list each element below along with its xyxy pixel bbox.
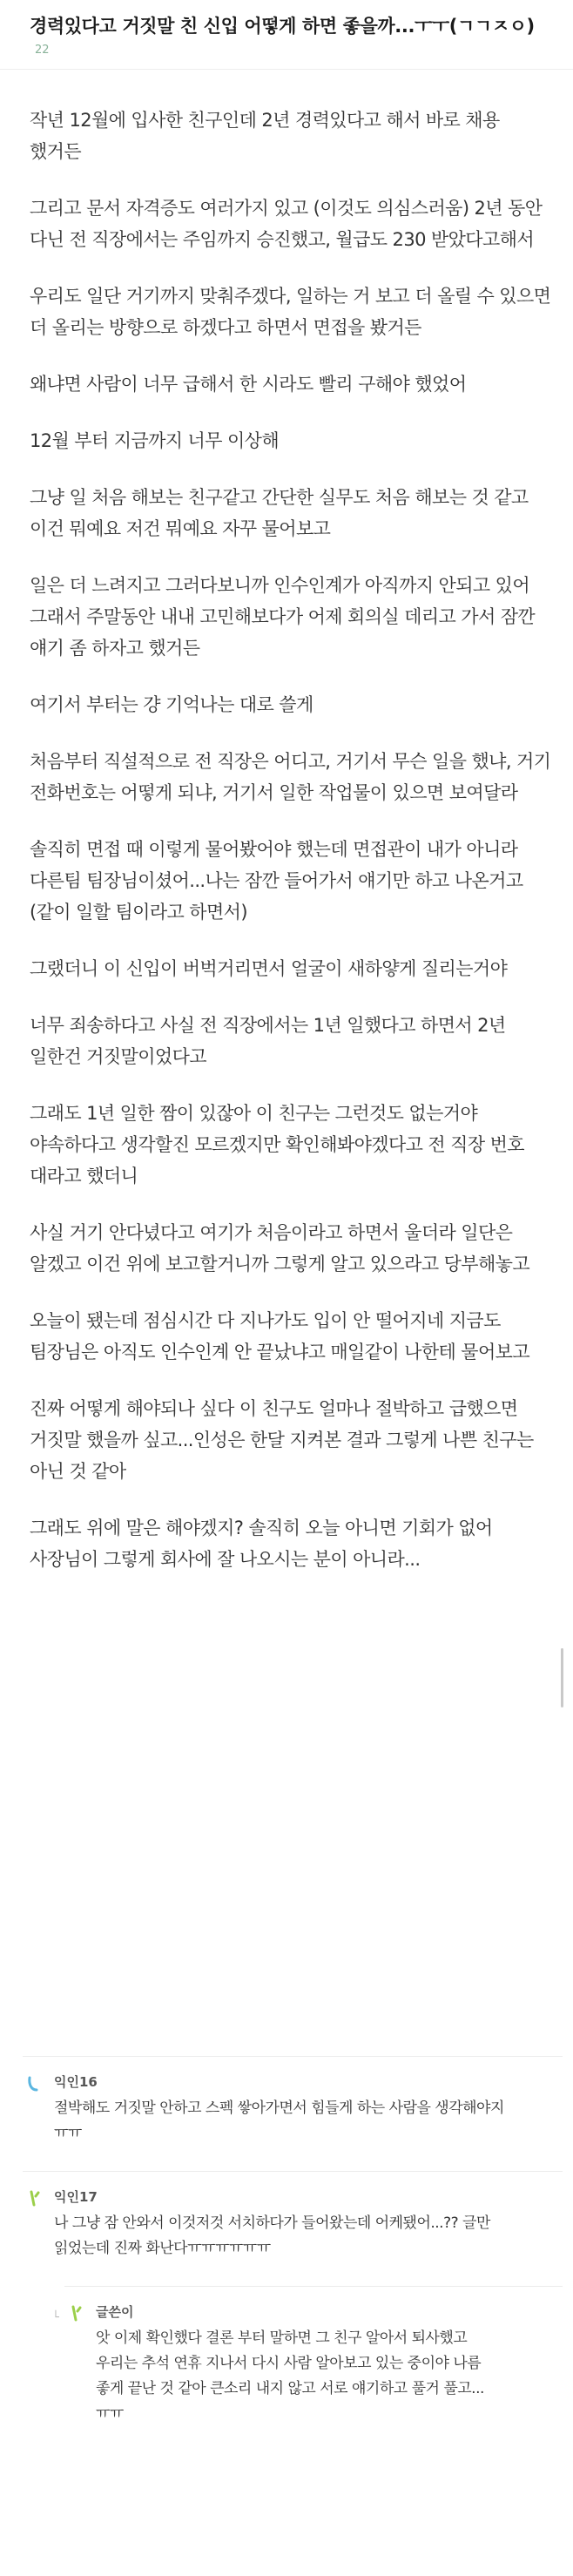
comment-text: 앗 이제 확인했다 결론 부터 말하면 그 친구 알아서 퇴사했고 우리는 추석 연휴 지나서 다시 사람 알아보고 있는 중이야 나름 좋게 끝난 것 같아 큰소리 내지 않고 서로 얘기하고 풀거 풀고...ㅠㅠ [96, 2329, 484, 2423]
comment-section [0, 2056, 573, 2444]
body-paragraph: 그래도 위에 말은 해야겠지? 솔직히 오늘 아니면 기회가 없어 사장님이 그렇게 회사에 잘 나오시는 분이 아니라... [30, 1518, 493, 1570]
body-paragraph: 일은 더 느려지고 그러다보니까 인수인계가 아직까지 안되고 있어 그래서 주말동안 내내 고민해보다가 어제 회의실 데리고 가서 잠깐 얘기 좀 하자고 했거든 [30, 575, 536, 659]
post-header [0, 0, 573, 70]
comment-author: 글쓴이 [96, 2304, 134, 2320]
body-paragraph: 너무 죄송하다고 사실 전 직장에서는 1년 일했다고 하면서 2년 일한건 거짓말이었다고 [30, 1015, 506, 1067]
comment-text: 절박해도 거짓말 안하고 스펙 쌓아가면서 힘들게 하는 사람을 생각해야지 ㅠㅠ [54, 2099, 504, 2142]
comment-item[interactable] [0, 2172, 573, 2286]
body-paragraph: 작년 12월에 입사한 친구인데 2년 경력있다고 해서 바로 채용 했거든 [30, 110, 500, 162]
post-title: 경력있다고 거짓말 친 신입 어떻게 하면 좋을까...ㅜㅜ(ㄱㄱㅈㅇ) [30, 16, 535, 37]
body-paragraph: 오늘이 됐는데 점심시간 다 지나가도 입이 안 떨어지네 지금도 팀장님은 아직도 인수인계 안 끝났냐고 매일같이 나한테 물어보고 [30, 1310, 530, 1362]
comment-author: 익인16 [54, 2074, 98, 2090]
body-paragraph: 사실 거기 안다녔다고 여기가 처음이라고 하면서 울더라 일단은 알겠고 이건 위에 보고할거니까 그렇게 알고 있으라고 당부해놓고 [30, 1222, 530, 1274]
body-paragraph: 왜냐면 사람이 너무 급해서 한 시라도 빨리 구해야 했었어 [30, 374, 467, 395]
body-paragraph: 진짜 어떻게 해야되나 싶다 이 친구도 얼마나 절박하고 급했으면 거짓말 했을까 싶고...인성은 한달 지켜본 결과 그렇게 나쁜 친구는 아닌 것 같아 [30, 1398, 534, 1482]
body-paragraph: 여기서 부터는 걍 기억나는 대로 쓸게 [30, 694, 313, 715]
body-paragraph: 우리도 일단 거기까지 맞춰주겠다, 일하는 거 보고 더 올릴 수 있으면 더 올리는 방향으로 하겠다고 하면서 면접을 봤거든 [30, 286, 551, 338]
body-paragraph: 12월 부터 지금까지 너무 이상해 [30, 430, 280, 451]
post-count: 22 [35, 44, 50, 57]
comment-item[interactable] [0, 2057, 573, 2171]
body-paragraph: 그래도 1년 일한 짬이 있잖아 이 친구는 그런것도 없는거야 야속하다고 생각할진 모르겠지만 확인해봐야겠다고 전 직장 번호 대라고 했더니 [30, 1103, 524, 1187]
comment-author: 익인17 [54, 2189, 98, 2205]
body-paragraph: 솔직히 면접 때 이렇게 물어봤어야 했는데 면접관이 내가 아니라 다른팀 팀장님이셨어...나는 잠깐 들어가서 얘기만 하고 나온거고 (같이 일할 팀이라고 하면서) [30, 839, 523, 923]
scrollbar-thumb[interactable] [561, 1648, 563, 1707]
body-paragraph: 처음부터 직설적으로 전 직장은 어디고, 거기서 무슨 일을 했냐, 거기 전화번호는 어떻게 되냐, 거기서 일한 작업물이 있으면 보여달라 [30, 751, 551, 803]
sprout-avatar-icon [68, 2304, 87, 2323]
body-paragraph: 그냥 일 처음 해보는 친구같고 간단한 실무도 처음 해보는 것 같고 이건 뭐예요 저건 뭐예요 자꾸 물어보고 [30, 487, 529, 539]
leaf-avatar-icon [26, 2074, 45, 2093]
body-paragraph: 그리고 문서 자격증도 여러가지 있고 (이것도 의심스러움) 2년 동안 다닌 전 직장에서는 주임까지 승진했고, 월급도 230 받았다고해서 [30, 198, 543, 250]
comment-text: 나 그냥 잠 안와서 이것저것 서치하다가 들어왔는데 어케됐어...?? 글만 읽었는데 진짜 화난다ㅠㅠㅠㅠㅠㅠ [54, 2214, 490, 2257]
reply-item[interactable] [0, 2287, 573, 2444]
body-paragraph: 그랬더니 이 신입이 버벅거리면서 얼굴이 새하얗게 질리는거야 [30, 958, 508, 979]
reply-arrow-icon: └ [52, 2311, 59, 2324]
sprout-avatar-icon [26, 2189, 45, 2208]
post-body [30, 105, 552, 1600]
